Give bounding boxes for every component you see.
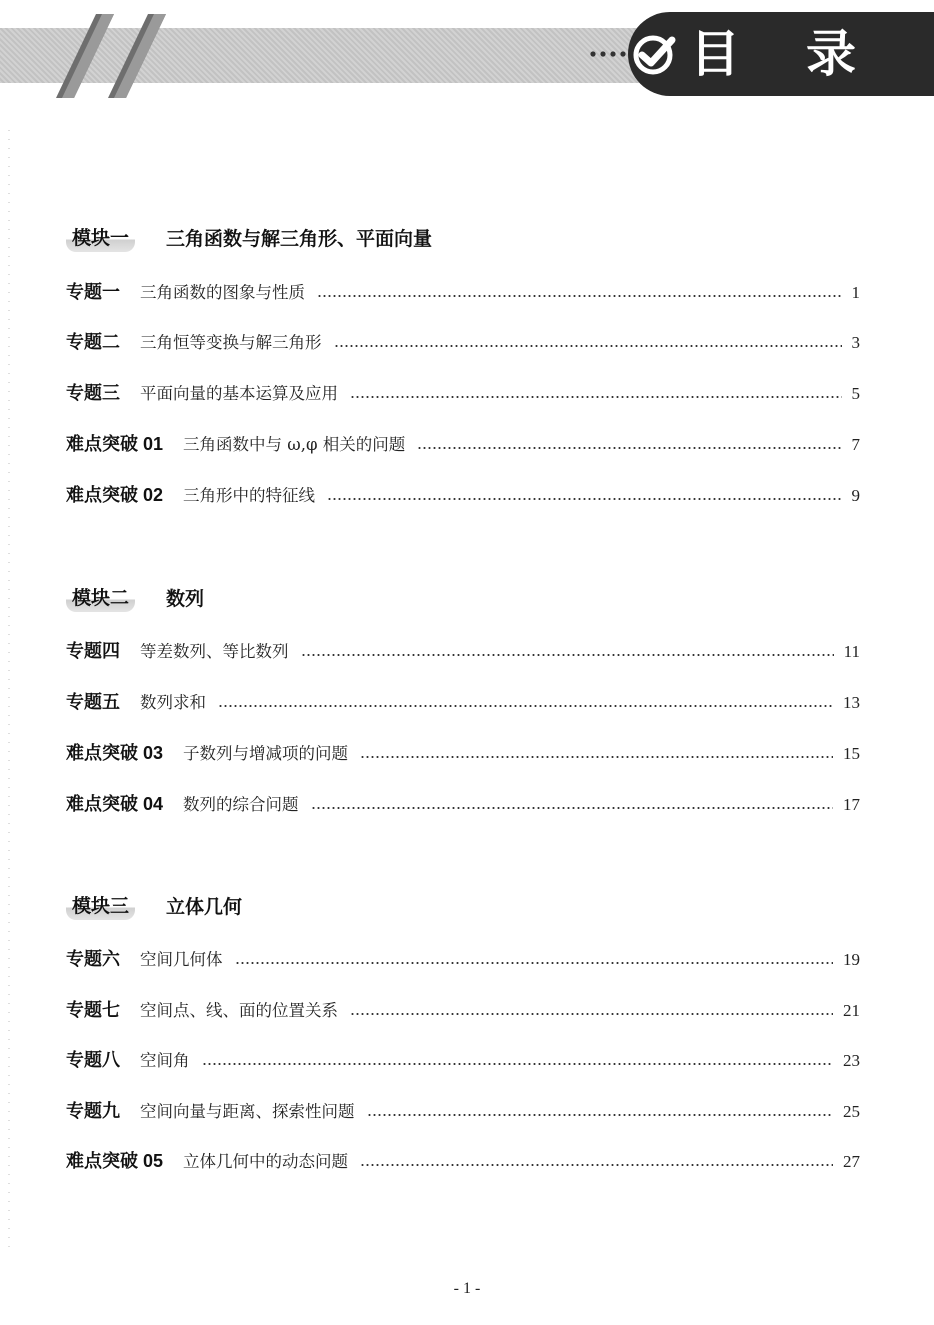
toc-entry-title: 空间点、线、面的位置关系 (140, 1001, 338, 1020)
dot-leader (218, 705, 833, 707)
toc-entry-label: 难点突破 05 (66, 1151, 164, 1171)
toc-entry-page: 27 (843, 1152, 860, 1171)
toc-entry-label: 难点突破 02 (66, 485, 164, 505)
toc-entry-title: 空间角 (140, 1051, 190, 1070)
toc-entry-label: 难点突破 04 (66, 794, 164, 814)
dot-leader (301, 654, 834, 656)
dot-leader (350, 1013, 833, 1015)
dot-leader (202, 1063, 834, 1065)
toc-entry-label: 专题七 (66, 1000, 120, 1020)
toc-entry-label: 难点突破 03 (66, 743, 164, 763)
toc-entry-title: 立体几何中的动态问题 (183, 1152, 349, 1171)
margin-specks (8, 130, 10, 1250)
toc-entry-page: 3 (851, 333, 860, 352)
toc-entry[interactable] (66, 791, 860, 817)
dot-leader (311, 807, 833, 809)
toc-entry-page: 13 (843, 693, 860, 712)
dot-leader (350, 396, 842, 398)
toc-entry-label: 专题五 (66, 692, 120, 712)
toc-entry-page: 1 (851, 283, 860, 302)
toc-entry[interactable] (66, 638, 860, 664)
module-title: 数列 (166, 588, 205, 610)
toc-entry[interactable] (66, 997, 860, 1023)
page-number: - 1 - (453, 1280, 481, 1297)
toc-entry-page: 5 (851, 384, 860, 403)
toc-entry-page: 17 (843, 795, 860, 814)
dots-decoration (588, 47, 628, 61)
toc-entry-title: 数列的综合问题 (183, 795, 299, 814)
toc-entry-title: 平面向量的基本运算及应用 (140, 384, 338, 403)
module-tag: 模块三 (66, 892, 135, 920)
page-title-char-2: 录 (806, 25, 856, 83)
toc-entry-label: 专题九 (66, 1101, 120, 1121)
toc-entry[interactable] (66, 329, 860, 355)
toc-entry-page: 11 (843, 642, 860, 661)
toc-entry-title: 三角函数中与 ω,φ 相关的问题 (183, 435, 406, 454)
page-title-char-1: 目 (690, 25, 740, 83)
toc-entry-title: 等差数列、等比数列 (140, 642, 289, 661)
toc-entry[interactable] (66, 1148, 860, 1174)
dot-leader (334, 345, 842, 347)
toc-entry[interactable] (66, 1047, 860, 1073)
toc-entry-title: 数列求和 (140, 693, 206, 712)
toc-entry[interactable] (66, 380, 860, 406)
toc-entry-label: 难点突破 01 (66, 434, 164, 454)
toc-entry-page: 23 (843, 1051, 860, 1070)
toc-entry-title: 三角恒等变换与解三角形 (140, 333, 322, 352)
dot-leader (367, 1114, 834, 1116)
toc-entry-label: 专题三 (66, 383, 120, 403)
module-title: 立体几何 (166, 896, 243, 918)
double-slash-decoration (56, 14, 166, 98)
toc-entry-title: 三角形中的特征线 (183, 486, 316, 505)
toc-entry-title: 三角函数的图象与性质 (140, 283, 305, 302)
toc-entry-title: 空间向量与距离、探索性问题 (140, 1102, 355, 1121)
module-title: 三角函数与解三角形、平面向量 (166, 228, 433, 250)
dot-leader (327, 498, 841, 500)
toc-entry-page: 21 (843, 1001, 860, 1020)
toc-entry[interactable] (66, 482, 860, 508)
toc-entry[interactable] (66, 431, 860, 457)
toc-entry-page: 9 (851, 486, 860, 505)
toc-entry-label: 专题八 (66, 1050, 120, 1070)
toc-entry[interactable] (66, 740, 860, 766)
toc-entry-label: 专题二 (66, 332, 120, 352)
check-badge-icon (628, 30, 678, 80)
toc-entry[interactable] (66, 946, 860, 972)
module-tag: 模块一 (66, 224, 135, 252)
toc-entry[interactable] (66, 689, 860, 715)
dot-leader (317, 295, 842, 297)
toc-entry[interactable] (66, 279, 860, 305)
toc-entry-label: 专题一 (66, 282, 120, 302)
dot-leader (417, 447, 841, 449)
toc-entry-title: 子数列与增减项的问题 (183, 744, 349, 763)
toc-entry-page: 19 (843, 950, 860, 969)
dot-leader (360, 1164, 833, 1166)
toc-entry[interactable] (66, 1098, 860, 1124)
toc-entry-page: 25 (843, 1102, 860, 1121)
toc-entry-label: 专题四 (66, 641, 120, 661)
toc-entry-label: 专题六 (66, 949, 120, 969)
dot-leader (235, 962, 834, 964)
toc-entry-page: 15 (843, 744, 860, 763)
toc-entry-title: 空间几何体 (140, 950, 223, 969)
module-tag: 模块二 (66, 584, 135, 612)
toc-entry-page: 7 (851, 435, 860, 454)
dot-leader (360, 756, 833, 758)
